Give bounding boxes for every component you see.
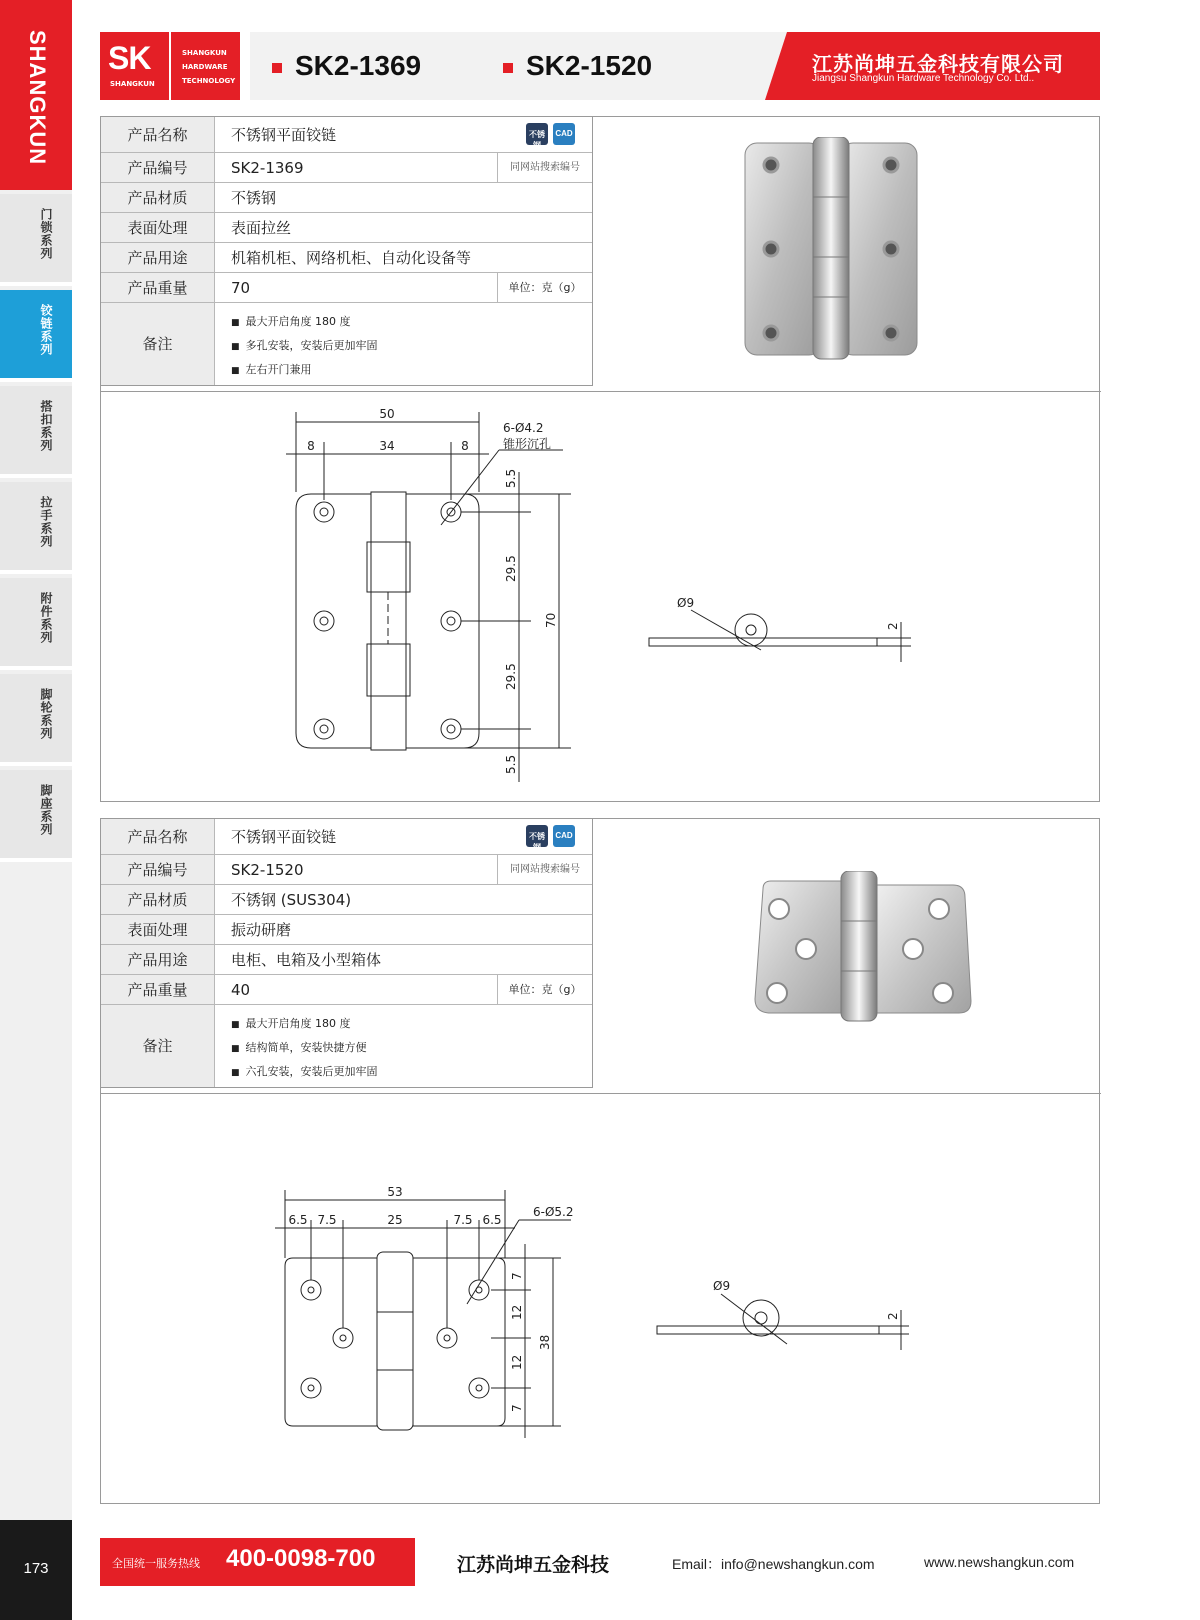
dim-pitch-2: 12: [510, 1354, 524, 1370]
cad-icon[interactable]: [553, 825, 575, 847]
dim-left-margin: 8: [307, 439, 315, 453]
spec-label: 表面处理: [101, 213, 215, 242]
dim-b: 7.5: [317, 1213, 337, 1227]
search-hint: 同网站搜索编号: [497, 855, 592, 884]
header-code-2: SK2-1520: [526, 50, 653, 81]
product-photo-sk2-1369: [741, 137, 921, 367]
sidebar-item-label: 附件系列: [39, 592, 53, 644]
spec-label: 产品材质: [101, 885, 215, 914]
spec-row-material: [101, 885, 592, 915]
dim-overall-height: 38: [538, 1334, 552, 1350]
logo-mark: SK: [108, 40, 151, 76]
dim-overall-width: 53: [387, 1185, 403, 1199]
dim-a: 6.5: [288, 1213, 308, 1227]
footer-company: 江苏尚坤五金科技: [457, 1554, 610, 1576]
dim-knuckle-dia: Ø9: [713, 1279, 731, 1293]
dim-overall-height: 70: [544, 612, 558, 628]
dim-overall-width: 50: [379, 407, 395, 421]
spec-label: 产品用途: [101, 945, 215, 974]
drawing-svg: [101, 392, 1101, 802]
spec-value: 不锈钢 (SUS304): [231, 891, 352, 909]
sidebar-item-door-locks[interactable]: [0, 194, 72, 286]
footer-email[interactable]: Email：info@newshangkun.com: [672, 1556, 875, 1572]
cad-icon-label: CAD: [555, 831, 573, 840]
spec-row-notes: [101, 303, 592, 385]
spec-value: 振动研磨: [231, 921, 292, 939]
logo-tagline: [182, 46, 235, 88]
product-panel-sk2-1369: [100, 116, 1100, 802]
spec-label: 产品重量: [101, 975, 215, 1004]
note-item: ■ 最大开启角度 180 度: [231, 1015, 351, 1031]
logo-tagline-line: TECHNOLOGY: [182, 77, 236, 85]
note-item: ■ 最大开启角度 180 度: [231, 313, 351, 329]
spec-row-weight: [101, 975, 592, 1005]
note-item: ■ 六孔安装，安装后更加牢固: [231, 1063, 378, 1079]
dim-top-margin: 7: [510, 1272, 524, 1280]
spec-value: 表面拉丝: [231, 219, 292, 237]
logo-tagline-line: HARDWARE: [182, 63, 228, 71]
logo-divider: [169, 32, 171, 100]
spec-label: 备注: [101, 1005, 215, 1087]
dim-bottom-margin: 5.5: [504, 754, 518, 774]
spec-row-material: [101, 183, 592, 213]
bullet-icon: [272, 63, 282, 73]
spec-row-code: [101, 153, 592, 183]
cad-icon[interactable]: [553, 123, 575, 145]
note-item: ■ 左右开门兼用: [231, 361, 312, 377]
spec-label: 产品编号: [101, 153, 215, 182]
spec-row-name: [101, 117, 592, 153]
spec-row-weight: [101, 273, 592, 303]
stainless-icon: [526, 123, 548, 150]
spec-row-code: [101, 855, 592, 885]
stainless-icon-label: 不锈钢: [529, 130, 545, 150]
spec-value: 不锈钢平面铰链: [231, 126, 337, 144]
page-number: 173: [23, 1560, 49, 1577]
sidebar-item-label: 铰链系列: [39, 304, 53, 356]
dim-pitch-1: 29.5: [504, 555, 518, 582]
sidebar-item-feet[interactable]: [0, 770, 72, 862]
company-name-en: Jiangsu Shangkun Hardware Technology Co. Ltd..: [812, 73, 1035, 84]
weight-unit: 单位：克（g）: [497, 273, 592, 302]
product-panel-sk2-1520: [100, 818, 1100, 1504]
note-item: ■ 多孔安装，安装后更加牢固: [231, 337, 378, 353]
header-code-1: SK2-1369: [295, 50, 422, 81]
brand-tab: [0, 0, 72, 190]
spec-row-notes: [101, 1005, 592, 1087]
logo-sub: SHANGKUN: [110, 80, 155, 88]
sidebar-item-handles[interactable]: [0, 482, 72, 574]
sidebar-item-casters[interactable]: [0, 674, 72, 766]
technical-drawing-sk2-1520: [101, 1093, 1101, 1503]
dim-hole-type: 锥形沉孔: [503, 437, 552, 451]
stainless-icon: [526, 825, 548, 852]
sidebar-item-label: 拉手系列: [39, 496, 53, 548]
logo: [100, 32, 240, 100]
hotline-label: 全国统一服务热线: [112, 1557, 200, 1570]
spec-row-name: [101, 819, 592, 855]
brand-vertical-text: SHANGKUN: [25, 30, 50, 166]
spec-value: SK2-1520: [231, 861, 304, 879]
sidebar-item-label: 脚轮系列: [39, 688, 53, 740]
spec-value: SK2-1369: [231, 159, 304, 177]
spec-label: 产品编号: [101, 855, 215, 884]
spec-row-usage: [101, 243, 592, 273]
spec-table: [101, 117, 593, 386]
spec-value: 70: [231, 279, 251, 297]
dim-hole-spec: 6-Ø4.2: [503, 421, 544, 435]
spec-row-finish: [101, 213, 592, 243]
page-number-box: [0, 1520, 72, 1620]
sidebar: [0, 0, 72, 1620]
spec-row-usage: [101, 945, 592, 975]
bullet-icon: [503, 63, 513, 73]
spec-label: 备注: [101, 303, 215, 385]
sidebar-item-label: 搭扣系列: [39, 400, 53, 452]
dim-top-margin: 5.5: [504, 468, 518, 488]
spec-value: 不锈钢平面铰链: [231, 828, 337, 846]
sidebar-item-hinges[interactable]: [0, 290, 72, 382]
spec-row-finish: [101, 915, 592, 945]
weight-unit: 单位：克（g）: [497, 975, 592, 1004]
search-hint: 同网站搜索编号: [497, 153, 592, 182]
spec-table: [101, 819, 593, 1088]
spec-label: 产品材质: [101, 183, 215, 212]
sidebar-item-label: 脚座系列: [39, 784, 53, 836]
hotline-number[interactable]: 400-0098-700: [226, 1545, 376, 1572]
spec-value: 40: [231, 981, 251, 999]
dim-knuckle-dia: Ø9: [677, 596, 695, 610]
dim-d: 6.5: [482, 1213, 502, 1227]
sidebar-item-label: 门锁系列: [39, 208, 53, 260]
spec-label: 产品名称: [101, 819, 215, 854]
dim-hole-spec: 6-Ø5.2: [533, 1205, 574, 1219]
spec-value: 机箱机柜、网络机柜、自动化设备等: [231, 249, 472, 267]
dim-pitch-1: 12: [510, 1304, 524, 1320]
logo-tagline-line: SHANGKUN: [182, 49, 227, 57]
spec-value: 电柜、电箱及小型箱体: [231, 951, 382, 969]
spec-label: 表面处理: [101, 915, 215, 944]
spec-label: 产品用途: [101, 243, 215, 272]
drawing-svg: [101, 1094, 1101, 1504]
dim-center: 25: [387, 1213, 403, 1227]
spec-label: 产品重量: [101, 273, 215, 302]
dim-pitch-2: 29.5: [504, 663, 518, 690]
sidebar-item-latches[interactable]: [0, 386, 72, 478]
footer-website[interactable]: www.newshangkun.com: [924, 1554, 1075, 1570]
dim-thickness: 2: [886, 1312, 900, 1320]
dim-c: 7.5: [453, 1213, 473, 1227]
cad-icon-label: CAD: [555, 129, 573, 138]
dim-bottom-margin: 7: [510, 1404, 524, 1412]
spec-value: 不锈钢: [231, 189, 277, 207]
company-name-cn: 江苏尚坤五金科技有限公司: [812, 52, 1064, 76]
spec-label: 产品名称: [101, 117, 215, 152]
stainless-icon-label: 不锈钢: [529, 832, 545, 852]
dim-right-margin: 8: [461, 439, 469, 453]
sidebar-item-accessories[interactable]: [0, 578, 72, 670]
product-photo-sk2-1520: [751, 871, 981, 1031]
dim-thickness: 2: [886, 622, 900, 630]
dim-hole-span: 34: [379, 439, 395, 453]
note-item: ■ 结构简单，安装快捷方便: [231, 1039, 367, 1055]
technical-drawing-sk2-1369: [101, 391, 1101, 801]
